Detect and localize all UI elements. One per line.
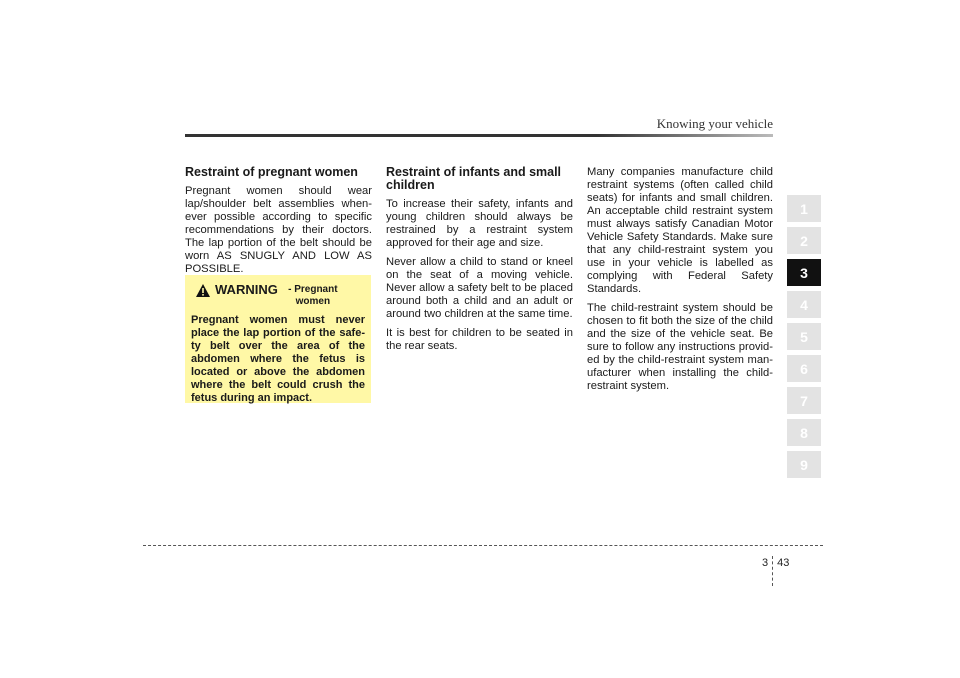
page-separator <box>772 556 773 586</box>
page-index: 43 <box>777 557 790 569</box>
warning-title: WARNING <box>215 282 278 297</box>
chapter-tab-5[interactable]: 5 <box>787 323 821 350</box>
chapter-tab-8[interactable]: 8 <box>787 419 821 446</box>
column-2 <box>386 166 573 359</box>
infants-paragraph-3: It is best for children to be seated in the rear seats. <box>386 327 573 352</box>
warning-header <box>191 283 365 308</box>
header-rule <box>185 134 773 137</box>
section-title: Knowing your vehicle <box>656 116 773 131</box>
warning-triangle-icon <box>196 284 210 297</box>
footer-rule <box>143 545 823 546</box>
pregnant-women-paragraph: Pregnant women should wear lap/shoulder belt assemblies when-ever possible according to specific recommendations by their doctors. The lap portion of the belt should be worn AS SNUGLY AND LOW AS POSSIBLE. <box>185 185 372 275</box>
column-3 <box>587 166 773 399</box>
chapter-tabs <box>787 195 821 483</box>
heading-pregnant-women: Restraint of pregnant women <box>185 165 358 179</box>
chapter-tab-9[interactable]: 9 <box>787 451 821 478</box>
chapter-tab-4[interactable]: 4 <box>787 291 821 318</box>
chapter-tab-6[interactable]: 6 <box>787 355 821 382</box>
child-restraint-paragraph-2: The child-restraint system should be chosen to fit both the size of the child and the size of the vehicle seat. Be sure to follow any instructions provid-ed by the child-restraint system man-ufacturer when installing the child-restraint system. <box>587 302 773 392</box>
page-number <box>762 548 789 578</box>
warning-box <box>185 275 371 403</box>
child-restraint-paragraph-1: Many companies manufacture child restraint systems (often called child seats) for infants and small children. An acceptable child restraint system must always satisfy Canadian Motor Vehicle Safety Standards. Make sure that any child-restraint system you use in your vehicle is labelled as complying with Federal Safety Standards. <box>587 166 773 295</box>
warning-subtitle: - Pregnant women <box>288 284 338 307</box>
infants-paragraph-2: Never allow a child to stand or kneel on the seat of a moving vehicle. Never allow a safety belt to be placed around both a child and an adult or around two children at the same time. <box>386 256 573 320</box>
chapter-tab-1[interactable]: 1 <box>787 195 821 222</box>
chapter-tab-3[interactable]: 3 <box>787 259 821 286</box>
column-1 <box>185 166 372 282</box>
page-chapter: 3 <box>762 557 769 569</box>
chapter-tab-2[interactable]: 2 <box>787 227 821 254</box>
heading-infants-children: Restraint of infants and small children <box>386 165 562 192</box>
warning-text: Pregnant women must never place the lap portion of the safe-ty belt over the area of the abdomen where the fetus is located or above the abdomen where the belt could crush the fetus during an impact. <box>191 314 365 404</box>
infants-paragraph-1: To increase their safety, infants and young children should always be restrained by a restraint system approved for their age and size. <box>386 198 573 249</box>
chapter-tab-7[interactable]: 7 <box>787 387 821 414</box>
